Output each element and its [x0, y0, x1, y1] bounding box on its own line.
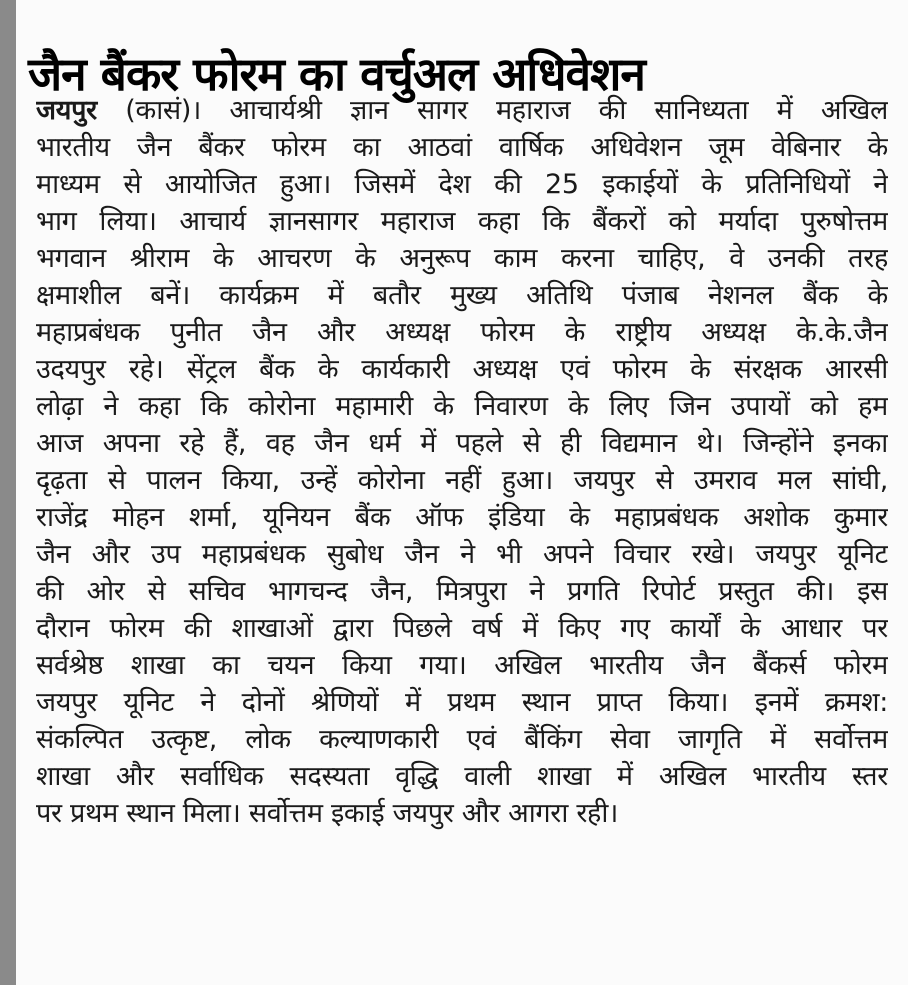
- article-line-17: जयपुर यूनिट ने दोनों श्रेणियों में प्रथम स्थान प्राप्त किया। इनमें क्रमश:: [36, 687, 888, 718]
- article-line-11: दृढ़ता से पालन किया, उन्हें कोरोना नहीं हुआ। जयपुर से उमराव मल सांघी,: [36, 465, 888, 496]
- headline: जैन बैंकर फोरम का वर्चुअल अधिवेशन: [28, 46, 645, 101]
- article-line-10: आज अपना रहे हैं, वह जैन धर्म में पहले से ही विद्यमान थे। जिन्होंने इनका: [36, 428, 888, 459]
- article-line-19: शाखा और सर्वाधिक सदस्यता वृद्धि वाली शाखा में अखिल भारतीय स्तर: [36, 761, 888, 792]
- newspaper-clipping: [16, 0, 908, 985]
- article-line-7: महाप्रबंधक पुनीत जैन और अध्यक्ष फोरम के राष्ट्रीय अध्यक्ष के.के.जैन: [36, 317, 888, 348]
- article-line-2: भारतीय जैन बैंकर फोरम का आठवां वार्षिक अधिवेशन जूम वेबिनार के: [36, 132, 888, 163]
- article-line-5: भगवान श्रीराम के आचरण के अनुरूप काम करना चाहिए, वे उनकी तरह: [36, 243, 888, 274]
- article-line-8: उदयपुर रहे। सेंट्रल बैंक के कार्यकारी अध्यक्ष एवं फोरम के संरक्षक आरसी: [36, 354, 888, 385]
- article-line-3: माध्यम से आयोजित हुआ। जिसमें देश की 25 इकाईयों के प्रतिनिधियों ने: [36, 169, 888, 200]
- dateline: जयपुर: [36, 95, 97, 126]
- article-line-9: लोढ़ा ने कहा कि कोरोना महामारी के निवारण के लिए जिन उपायों को हम: [36, 391, 888, 422]
- article-line-18: संकल्पित उत्कृष्ट, लोक कल्याणकारी एवं बैंकिंग सेवा जागृति में सर्वोत्तम: [36, 724, 888, 755]
- article-line-6: क्षमाशील बनें। कार्यक्रम में बतौर मुख्य अतिथि पंजाब नेशनल बैंक के: [36, 280, 888, 311]
- article-line-15: दौरान फोरम की शाखाओं द्वारा पिछले वर्ष में किए गए कार्यों के आधार पर: [36, 613, 888, 644]
- article-line-20: पर प्रथम स्थान मिला। सर्वोत्तम इकाई जयपुर और आगरा रही।: [36, 798, 619, 829]
- article-line-14: की ओर से सचिव भागचन्द जैन, मित्रपुरा ने प्रगति रिपोर्ट प्रस्तुत की। इस: [36, 576, 888, 607]
- article-body: [36, 92, 888, 832]
- article-line-4: भाग लिया। आचार्य ज्ञानसागर महाराज कहा कि बैंकरों को मर्यादा पुरुषोत्तम: [36, 206, 888, 237]
- page-edge-rule: [0, 0, 16, 985]
- article-line-12: राजेंद्र मोहन शर्मा, यूनियन बैंक ऑफ इंडिया के महाप्रबंधक अशोक कुमार: [36, 502, 888, 533]
- article-line-13: जैन और उप महाप्रबंधक सुबोध जैन ने भी अपने विचार रखे। जयपुर यूनिट: [36, 539, 888, 570]
- article-line-1: जयपुर (कासं)। आचार्यश्री ज्ञान सागर महाराज की सानिध्यता में अखिल: [36, 95, 888, 126]
- article-line-16: सर्वश्रेष्ठ शाखा का चयन किया गया। अखिल भारतीय जैन बैंकर्स फोरम: [36, 650, 888, 681]
